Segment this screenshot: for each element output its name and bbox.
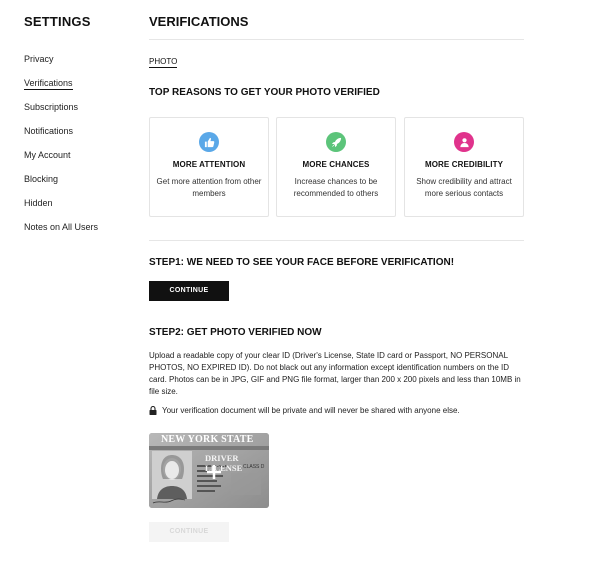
reason-title: MORE CREDIBILITY	[424, 160, 504, 169]
divider	[149, 240, 524, 241]
settings-title: SETTINGS	[24, 14, 91, 29]
sidebar-item-label: Hidden	[24, 198, 53, 208]
sidebar-item-notes-on-all-users[interactable]	[24, 215, 98, 239]
lock-icon	[149, 406, 157, 415]
verifications-panel	[149, 0, 524, 535]
sidebar-item-notifications[interactable]	[24, 119, 73, 143]
step1-heading: STEP1: WE NEED TO SEE YOUR FACE BEFORE VERIFICATION!	[149, 257, 455, 268]
reason-card-attention	[149, 117, 269, 217]
divider	[149, 39, 524, 40]
rocket-icon	[326, 132, 346, 152]
id-type-text: DRIVER LICENSE	[205, 453, 243, 473]
settings-nav	[24, 47, 134, 239]
reasons-heading: TOP REASONS TO GET YOUR PHOTO VERIFIED	[149, 87, 380, 98]
id-state-text: NEW YORK STATE	[161, 434, 254, 445]
reasons-cards	[149, 117, 524, 217]
upload-instructions: Upload a readable copy of your clear ID (Driver's License, State ID card or Passport, NO PERSONAL PHOTOS, NO EXPIRED ID). Do not black out any information except identification numbers on the ID card. Photos can be in JPG, GIF and PNG file format, larger than 200 x 200 pixels and less than 10MB in file size.	[149, 351, 521, 396]
sidebar-item-label: Subscriptions	[24, 102, 79, 112]
reason-title: MORE CHANCES	[302, 160, 370, 169]
reason-card-credibility	[404, 117, 524, 217]
sidebar-item-my-account[interactable]	[24, 143, 71, 167]
tab-photo[interactable]: PHOTO	[149, 57, 178, 66]
sidebar-item-verifications[interactable]	[24, 71, 73, 95]
step2-heading: STEP2: GET PHOTO VERIFIED NOW	[149, 327, 322, 338]
reason-desc: Get more attention from other members	[156, 177, 262, 198]
continue-button-disabled[interactable]: CONTINUE	[149, 522, 229, 542]
continue-button[interactable]: CONTINUE	[149, 281, 229, 301]
sidebar-item-label: Verifications	[24, 78, 73, 88]
sidebar-item-privacy[interactable]	[24, 47, 54, 71]
sidebar-item-label: Blocking	[24, 174, 59, 184]
sidebar-item-label: Privacy	[24, 54, 54, 64]
sidebar-item-label: Notes on All Users	[24, 222, 99, 232]
sidebar-item-subscriptions[interactable]	[24, 95, 78, 119]
privacy-note	[149, 406, 460, 415]
sidebar-item-hidden[interactable]	[24, 191, 53, 215]
sidebar-item-label: Notifications	[24, 126, 74, 136]
thumbs-up-icon	[199, 132, 219, 152]
privacy-note-text: Your verification document will be private and will never be shared with anyone else.	[162, 406, 460, 415]
page-title: VERIFICATIONS	[149, 14, 249, 29]
reason-desc: Show credibility and attract more serious contacts	[416, 177, 512, 198]
reason-desc: Increase chances to be recommended to others	[293, 177, 379, 198]
id-upload-area[interactable]	[149, 433, 269, 508]
person-icon	[454, 132, 474, 152]
reason-title: MORE ATTENTION	[172, 160, 246, 169]
settings-sidebar	[24, 0, 134, 239]
reason-card-chances	[276, 117, 396, 217]
sidebar-item-label: My Account	[24, 150, 71, 160]
sidebar-item-blocking[interactable]	[24, 167, 58, 191]
id-class-text: CLASS D	[243, 464, 265, 470]
